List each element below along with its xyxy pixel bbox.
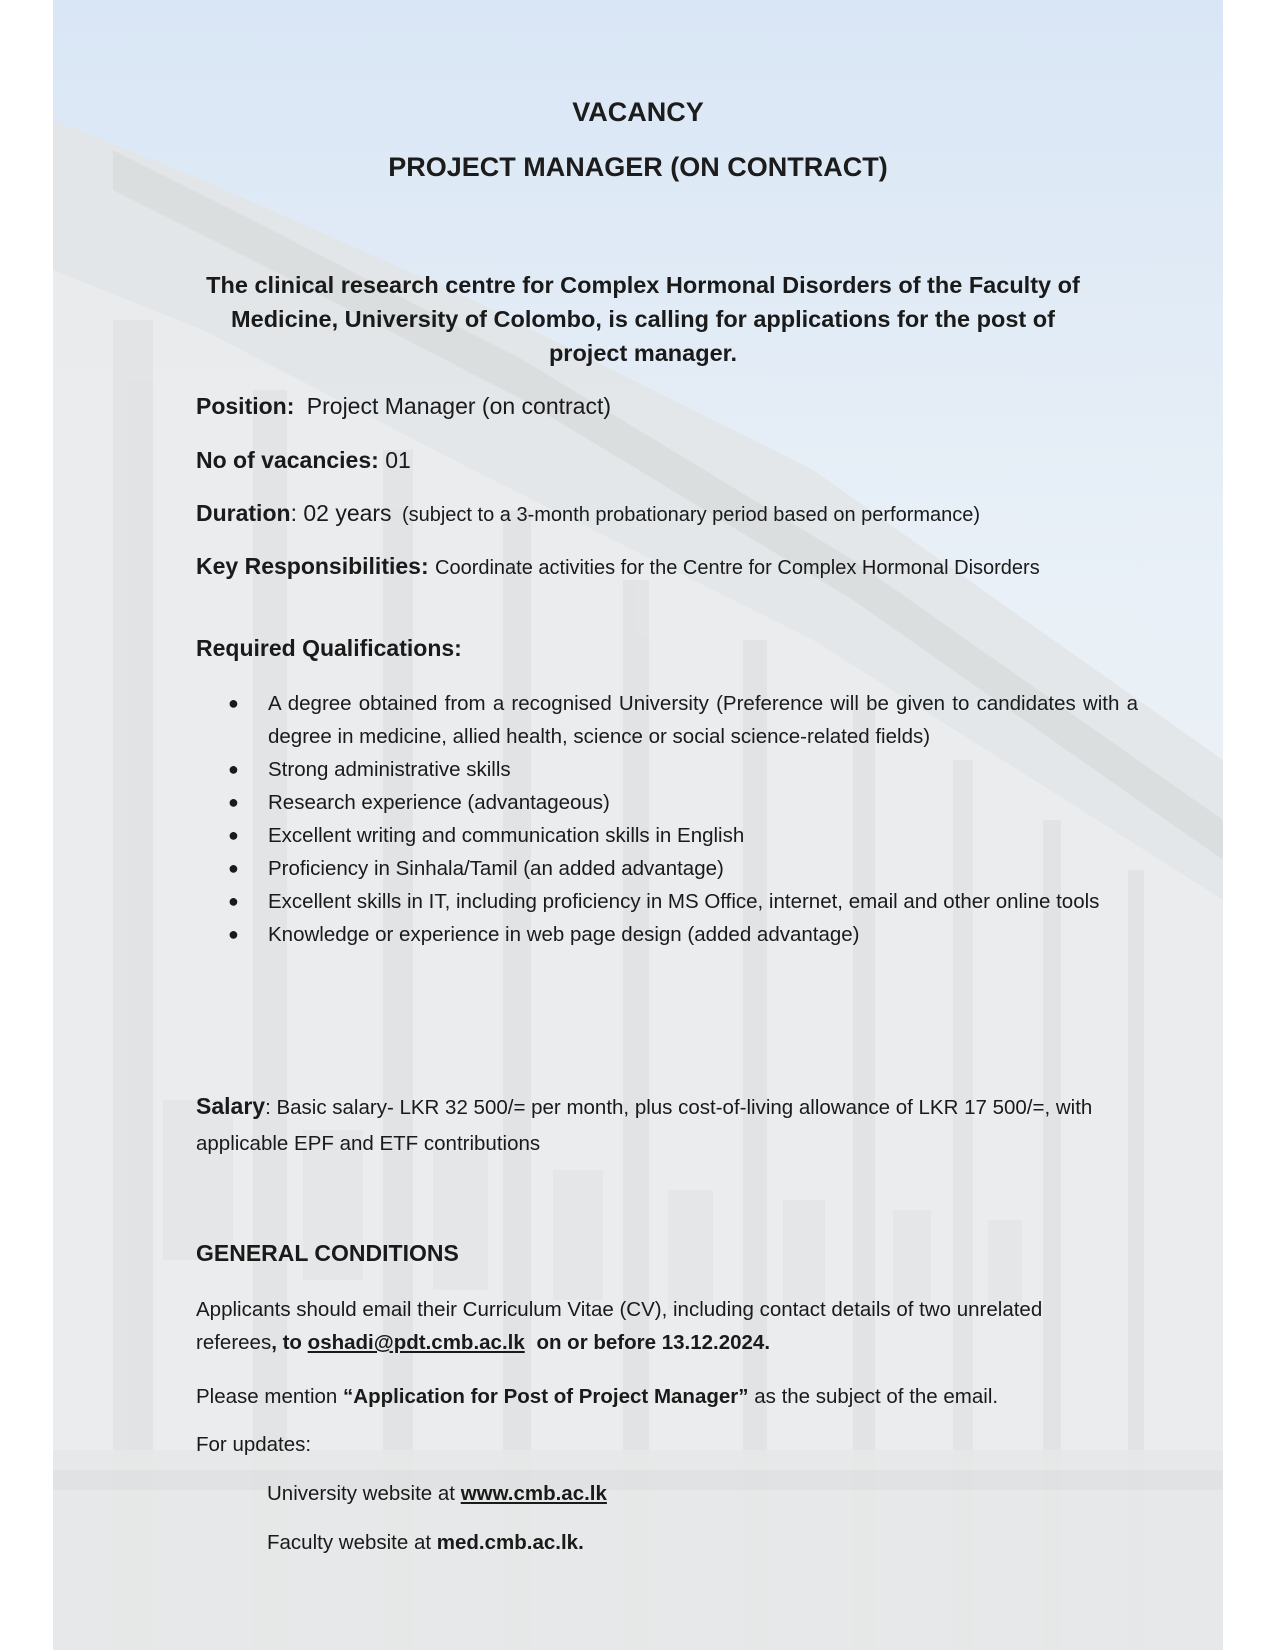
duration-note: (subject to a 3-month probationary period based on performance) <box>401 504 981 526</box>
list-item: ● A degree obtained from a recognised University (Preference will be given to candidates with a degree in medicine, allied health, science or social science-related fields) <box>228 687 1138 753</box>
duration-label: Duration <box>196 500 291 526</box>
bullet-icon: ● <box>228 693 239 713</box>
list-item: ● Excellent writing and communication skills in English <box>228 819 1138 852</box>
mention-prefix: Please mention <box>196 1385 338 1408</box>
document-page <box>53 0 1223 1650</box>
mention-subject: “Application for Post of Project Manager” <box>343 1385 749 1408</box>
position-value: Project Manager (on contract) <box>306 393 612 419</box>
position-field <box>196 391 1116 421</box>
salary-text: : Basic salary- LKR 32 500/= per month, plus cost-of-living allowance of LKR 17 500/=, with applicable EPF and ETF contributions <box>196 1096 1093 1155</box>
salary-label: Salary <box>196 1093 266 1119</box>
apply-paragraph <box>196 1293 1116 1359</box>
qualifications-heading <box>196 633 1116 663</box>
list-item: ● Proficiency in Sinhala/Tamil (an added advantage) <box>228 852 1138 885</box>
bullet-icon: ● <box>228 891 239 911</box>
vacancies-value: 01 <box>385 447 411 473</box>
faculty-website-text[interactable]: med.cmb.ac.lk. <box>436 1531 584 1554</box>
email-link[interactable]: oshadi@pdt.cmb.ac.lk <box>307 1331 525 1354</box>
university-website-link[interactable]: www.cmb.ac.lk <box>460 1482 607 1505</box>
list-item: ● Research experience (advantageous) <box>228 786 1138 819</box>
salary-field <box>196 1088 1116 1162</box>
position-label: Position: <box>196 393 295 419</box>
general-conditions-heading: GENERAL CONDITIONS <box>196 1240 459 1266</box>
mention-suffix: as the subject of the email. <box>754 1385 999 1408</box>
duration-field <box>196 498 1116 530</box>
university-website-line <box>267 1477 1187 1510</box>
faculty-prefix: Faculty website at <box>267 1531 432 1554</box>
responsibilities-value: Coordinate activities for the Centre for Complex Hormonal Disorders <box>435 557 1040 579</box>
duration-value: : 02 years <box>290 500 392 526</box>
responsibilities-label: Key Responsibilities: <box>196 553 429 579</box>
list-item: ● Excellent skills in IT, including proficiency in MS Office, internet, email and other online tools <box>228 885 1138 918</box>
apply-to: , to <box>271 1331 302 1354</box>
page-subtitle: PROJECT MANAGER (ON CONTRACT) <box>388 152 888 182</box>
page-title: VACANCY <box>572 97 704 127</box>
bullet-icon: ● <box>228 825 239 845</box>
subject-paragraph <box>196 1380 1116 1413</box>
intro-paragraph: The clinical research centre for Complex Hormonal Disorders of the Faculty of Medicine, University of Colombo, is calling for applications for the post of project manager. <box>206 272 1080 366</box>
bullet-icon: ● <box>228 924 239 944</box>
list-item: ● Strong administrative skills <box>228 753 1138 786</box>
qualifications-list <box>228 687 1138 951</box>
apply-text: Applicants should email their Curriculum Vitae (CV), including contact details of two unrelated referees <box>196 1298 1043 1354</box>
vacancies-field <box>196 445 1116 475</box>
university-prefix: University website at <box>267 1482 455 1505</box>
bullet-icon: ● <box>228 858 239 878</box>
vacancies-label: No of vacancies: <box>196 447 379 473</box>
list-item: ● Knowledge or experience in web page design (added advantage) <box>228 918 1138 951</box>
deadline-text: on or before 13.12.2024. <box>536 1331 771 1354</box>
faculty-website-line <box>267 1526 1187 1559</box>
bullet-icon: ● <box>228 759 239 779</box>
bullet-icon: ● <box>228 792 239 812</box>
qualifications-label: Required Qualifications: <box>196 635 462 661</box>
responsibilities-field <box>196 551 1116 583</box>
vacancy-content <box>53 0 1223 1650</box>
updates-label: For updates: <box>196 1433 312 1456</box>
